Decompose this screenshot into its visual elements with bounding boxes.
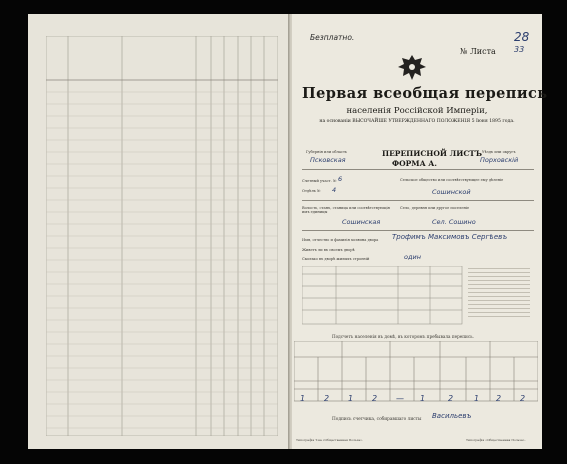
settlement-value: Сел. Сошино [432,218,476,226]
community-value: Сошинской [432,188,471,196]
page-number: 28 [514,30,530,44]
census-subtitle: населенія Россійской Имперіи, [346,106,488,116]
census-basis: на основаніи ВЫСОЧАЙШЕ УТВЕРЖДЕННАГО ПОЛОЖЕНІЯ 5 Іюня 1895 года. [319,119,515,124]
left-page [28,14,290,449]
village-label: Волость, станъ, станица или соотвѣтствующія имъ единицы [302,206,390,214]
count-cell: 1 [348,394,354,403]
signature-value: Васильевъ [432,412,472,420]
householder-value: Трофимъ Максимовъ Сергѣевъ [392,233,508,241]
form-a: ФОРМА А. [392,159,438,168]
count-cell: 2 [448,394,454,403]
householder-label: Имя, отчество и фамилія хозяина двора [302,238,379,242]
residents-value: один [404,253,421,261]
section1-value: 6 [338,175,343,183]
household-table [302,266,534,326]
village-value: Сошинская [342,218,381,226]
community-label: Сельское общество или соотвѣтствующее ему дѣленіе [400,178,504,182]
free-stamp: Безплатно. [310,33,355,42]
census-form-page [292,14,548,449]
counting-section-label: Счетный участ. № [302,179,337,183]
province-value: Псковская [310,156,346,164]
precinct-label: Отдѣлъ № [302,189,321,193]
section2-value: 4 [332,186,337,194]
sheet-title: ПЕРЕПИСНОЙ ЛИСТЪ [382,149,483,158]
settlement-label: Село, деревня или другое поселеніе [400,206,470,210]
count-cell: 1 [474,394,480,403]
count-cell: 2 [496,394,502,403]
count-cell: — [396,394,404,403]
district-label: Уѣздъ или округъ [482,150,516,154]
census-title: Первая всеобщая перепись [302,85,548,102]
district-value: Порховскій [480,156,519,164]
sheet-number: 33 [514,45,525,54]
signature-label: Подпись счетчика, собиравшаго листы [332,417,422,422]
count-cell: 1 [300,394,306,403]
imperial-eagle-icon [396,52,428,82]
table-title: Подсчетъ населенія въ домѣ, въ которомъ пребывала перепись. [332,334,474,339]
sheet-number-label: № Листа [460,47,496,56]
count-cell: 2 [520,394,526,403]
residents-count-label: Сколько въ дворѣ жилыхъ строеній [302,257,370,261]
population-count-table [294,341,538,403]
printer-note-left: Типографія Т-ва «Общественная Польза». [296,438,363,442]
province-label: Губернія или область [306,150,347,154]
count-cell: 1 [420,394,426,403]
printer-note-right: Типографія «Общественная Польза». [466,438,526,442]
ledger-grid [46,36,278,436]
count-cell: 2 [324,394,330,403]
lives-label: Живетъ ли въ своемъ дворѣ [302,248,355,252]
count-cell: 2 [372,394,378,403]
